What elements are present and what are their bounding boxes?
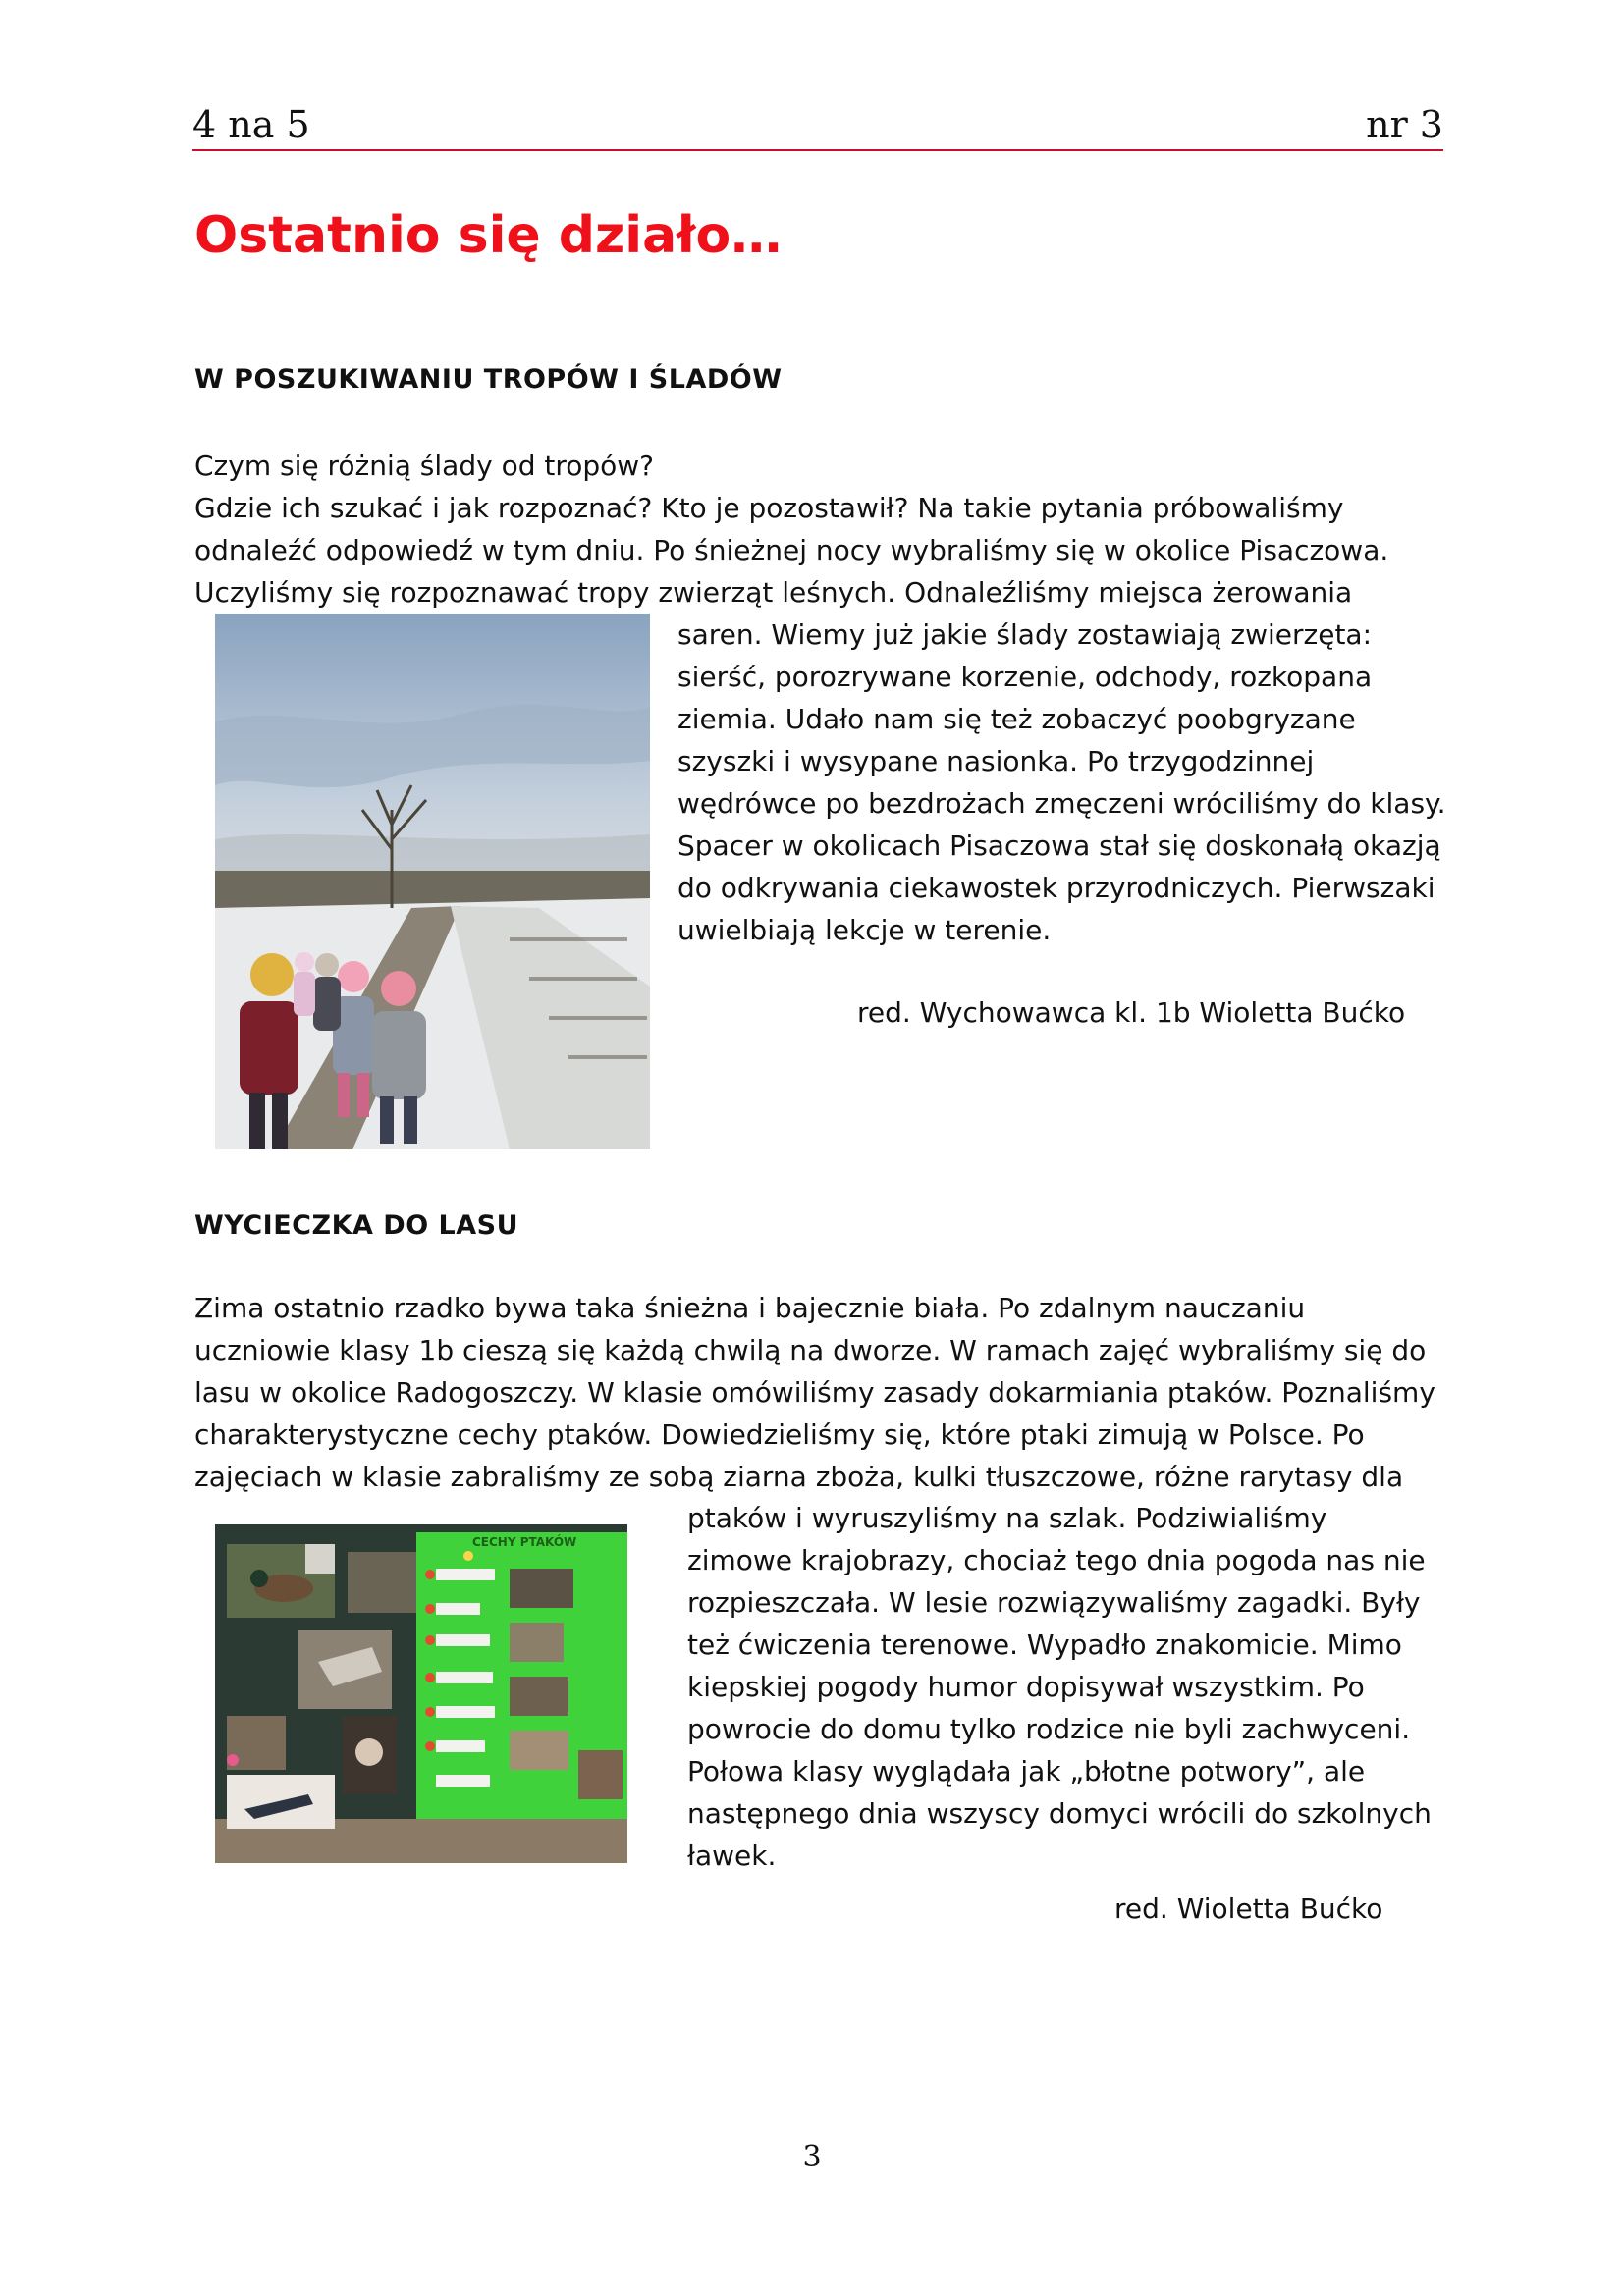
article1-side-line: wędrówce po bezdrożach zmęczeni wróciliśmy do klasy.	[677, 787, 1446, 820]
article2-text-line: charakterystyczne cechy ptaków. Dowiedzieliśmy się, które ptaki zimują w Polsce. Po	[194, 1418, 1365, 1451]
header-issue-number: nr 3	[1366, 103, 1443, 146]
article1-signature: red. Wychowawca kl. 1b Wioletta Bućko	[857, 996, 1406, 1029]
running-header	[192, 100, 1443, 151]
article2-side-line: Połowa klasy wyglądała jak „błotne potwory”, ale	[687, 1755, 1366, 1788]
article2-side-line: ławek.	[687, 1840, 777, 1872]
article1-side-line: uwielbiają lekcje w terenie.	[677, 914, 1052, 946]
article2-heading: WYCIECZKA DO LASU	[194, 1210, 519, 1241]
article2-side-line: kiepskiej pogody humor dopisywał wszystkim. Po	[687, 1671, 1365, 1703]
bird-poster-illustration	[215, 1524, 627, 1863]
article2-side-line: ptaków i wyruszyliśmy na szlak. Podziwialiśmy	[687, 1502, 1327, 1534]
article2-side-line: też ćwiczenia terenowe. Wypadło znakomicie. Mimo	[687, 1629, 1402, 1661]
article1-text-line: odnaleźć odpowiedź w tym dniu. Po śnieżnej nocy wybraliśmy się w okolice Pisaczowa.	[194, 534, 1389, 566]
winter-walk-photo	[215, 614, 650, 1149]
winter-walk-illustration	[215, 614, 650, 1149]
poster-title: CECHY PTAKÓW	[472, 1535, 577, 1549]
header-issue-title: 4 na 5	[192, 103, 310, 146]
article2-side-line: powrocie do domu tylko rodzice nie byli zachwyceni.	[687, 1713, 1411, 1745]
article2-side-line: następnego dnia wszyscy domyci wrócili do szkolnych	[687, 1797, 1432, 1830]
article2-signature: red. Wioletta Bućko	[1114, 1893, 1383, 1925]
page-title: Ostatnio się działo…	[194, 206, 783, 265]
bird-poster-photo	[215, 1524, 627, 1863]
article1-text-line: Gdzie ich szukać i jak rozpoznać? Kto je pozostawił? Na takie pytania próbowaliśmy	[194, 492, 1344, 524]
article2-text-line: Zima ostatnio rzadko bywa taka śnieżna i bajecznie biała. Po zdalnym nauczaniu	[194, 1292, 1306, 1324]
article2-text-line: uczniowie klasy 1b cieszą się każdą chwilą na dworze. W ramach zajęć wybraliśmy się do	[194, 1334, 1427, 1366]
article1-text-line: Czym się różnią ślady od tropów?	[194, 450, 655, 482]
article2-text-line: zajęciach w klasie zabraliśmy ze sobą ziarna zboża, kulki tłuszczowe, różne rarytasy dla	[194, 1461, 1404, 1493]
article1-side-line: saren. Wiemy już jakie ślady zostawiają zwierzęta:	[677, 618, 1373, 651]
page-number: 3	[802, 2140, 822, 2174]
article1-side-line: do odkrywania ciekawostek przyrodniczych. Pierwszaki	[677, 872, 1435, 904]
article1-heading: W POSZUKIWANIU TROPÓW I ŚLADÓW	[194, 364, 783, 395]
article2-side-line: rozpieszczała. W lesie rozwiązywaliśmy zagadki. Były	[687, 1586, 1421, 1619]
article1-side-line: ziemia. Udało nam się też zobaczyć poobgryzane	[677, 703, 1356, 735]
article2-text-line: lasu w okolice Radogoszczy. W klasie omówiliśmy zasady dokarmiania ptaków. Poznaliśmy	[194, 1376, 1435, 1409]
article2-side-line: zimowe krajobrazy, chociaż tego dnia pogoda nas nie	[687, 1544, 1426, 1576]
article1-side-line: sierść, porozrywane korzenie, odchody, rozkopana	[677, 661, 1373, 693]
article1-side-line: Spacer w okolicach Pisaczowa stał się doskonałą okazją	[677, 829, 1441, 862]
article1-text-line: Uczyliśmy się rozpoznawać tropy zwierząt leśnych. Odnaleźliśmy miejsca żerowania	[194, 576, 1353, 609]
article1-side-line: szyszki i wysypane nasionka. Po trzygodzinnej	[677, 745, 1315, 777]
